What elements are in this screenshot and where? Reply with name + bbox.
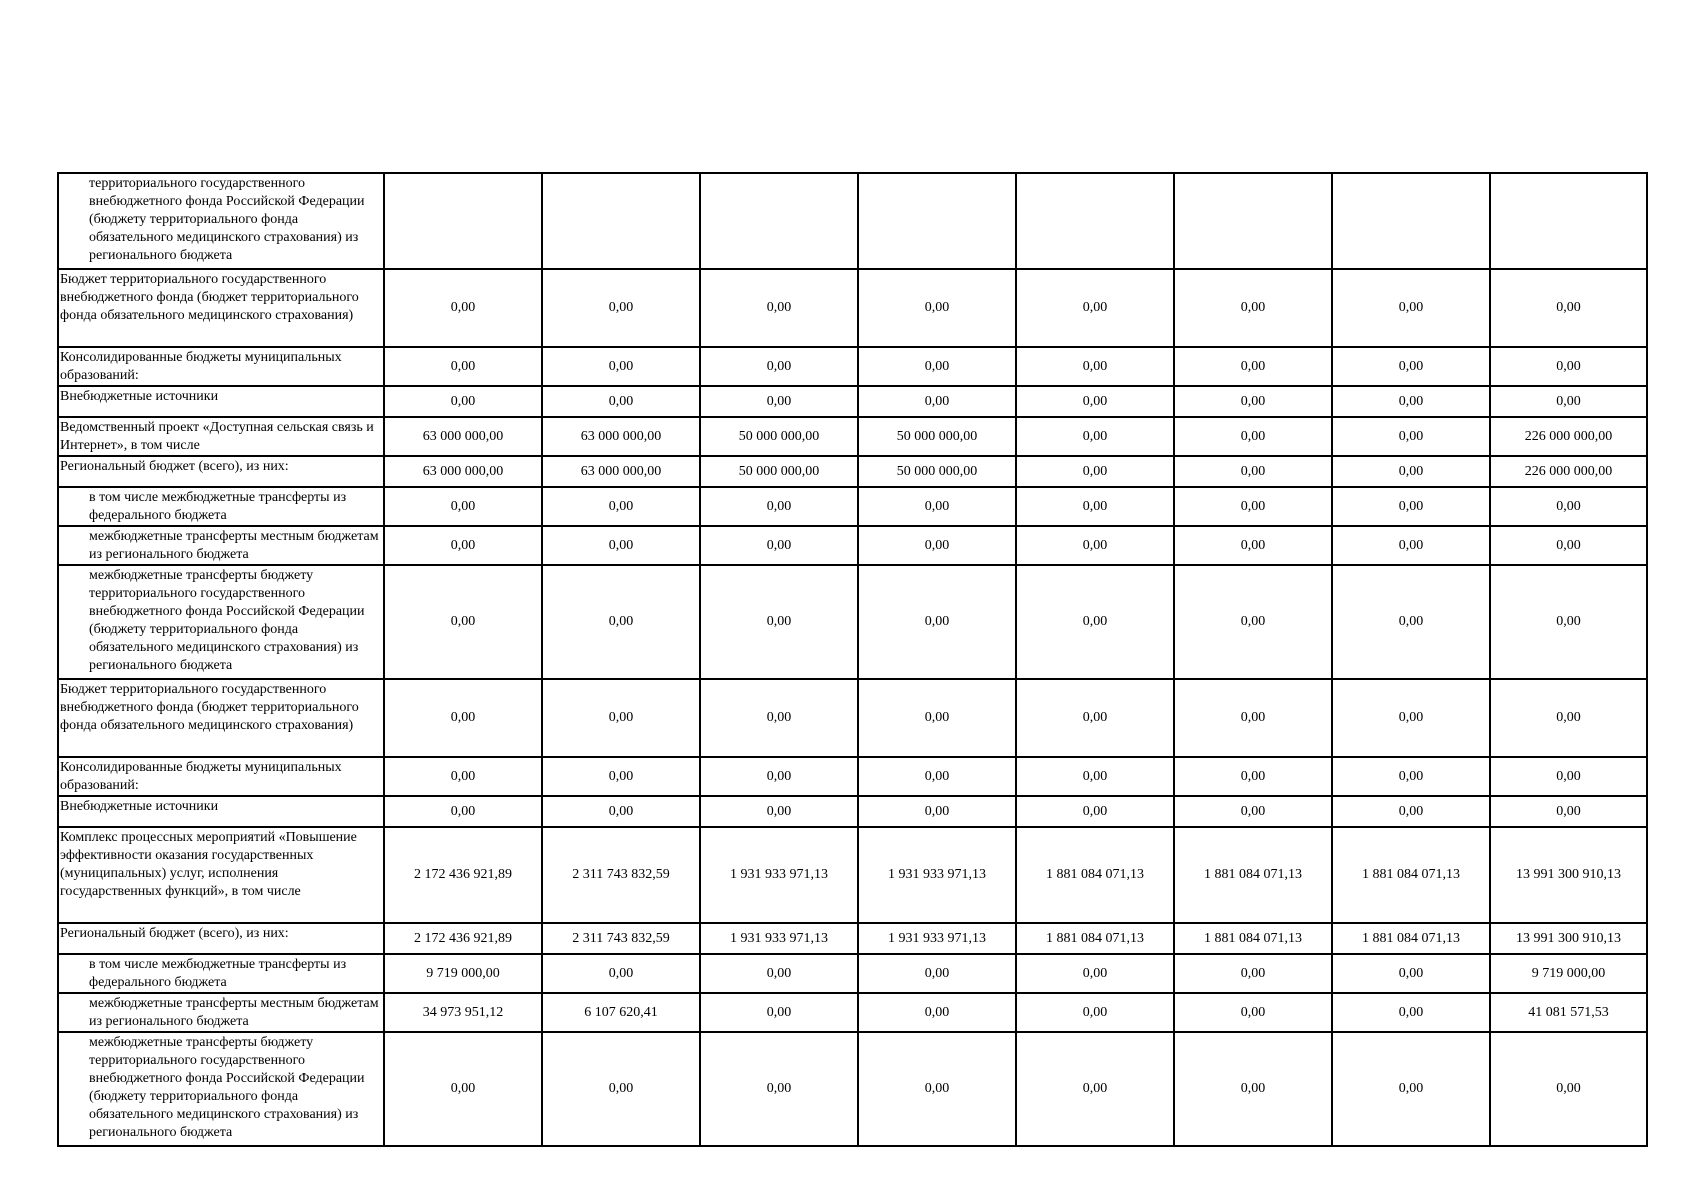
value-cell: 41 081 571,53 [1490, 993, 1647, 1032]
value-cell: 0,00 [1332, 386, 1490, 417]
row-label: Внебюджетные источники [58, 796, 384, 827]
value-cell: 2 172 436 921,89 [384, 923, 542, 954]
value-cell: 2 172 436 921,89 [384, 827, 542, 923]
value-cell: 9 719 000,00 [1490, 954, 1647, 993]
value-cell: 0,00 [858, 347, 1016, 386]
value-cell: 0,00 [700, 796, 858, 827]
table-row [58, 923, 1647, 954]
value-cell: 0,00 [1016, 993, 1174, 1032]
value-cell: 0,00 [1174, 679, 1332, 757]
value-cell [1016, 173, 1174, 269]
value-cell [542, 173, 700, 269]
value-cell: 0,00 [1174, 757, 1332, 796]
value-cell: 0,00 [384, 757, 542, 796]
value-cell: 0,00 [542, 487, 700, 526]
value-cell: 0,00 [384, 565, 542, 679]
value-cell: 0,00 [1174, 796, 1332, 827]
value-cell: 34 973 951,12 [384, 993, 542, 1032]
value-cell: 0,00 [858, 565, 1016, 679]
value-cell: 63 000 000,00 [542, 417, 700, 456]
table-row [58, 565, 1647, 679]
value-cell: 1 881 084 071,13 [1332, 827, 1490, 923]
value-cell: 0,00 [858, 993, 1016, 1032]
value-cell: 0,00 [1174, 417, 1332, 456]
value-cell: 0,00 [1332, 757, 1490, 796]
value-cell: 0,00 [1016, 487, 1174, 526]
table-row [58, 993, 1647, 1032]
value-cell: 0,00 [1490, 347, 1647, 386]
value-cell: 0,00 [1016, 347, 1174, 386]
value-cell: 0,00 [700, 993, 858, 1032]
value-cell: 1 931 933 971,13 [700, 827, 858, 923]
value-cell: 0,00 [542, 679, 700, 757]
value-cell: 0,00 [700, 487, 858, 526]
value-cell: 50 000 000,00 [858, 456, 1016, 487]
value-cell: 0,00 [1016, 565, 1174, 679]
value-cell: 1 931 933 971,13 [700, 923, 858, 954]
value-cell [1332, 173, 1490, 269]
row-label: Бюджет территориального государственного внебюджетного фонда (бюджет территориального фонда обязательного медицинского страхования) [58, 269, 384, 347]
value-cell: 50 000 000,00 [700, 417, 858, 456]
value-cell [1490, 173, 1647, 269]
value-cell: 0,00 [700, 954, 858, 993]
row-label: Консолидированные бюджеты муниципальных образований: [58, 757, 384, 796]
value-cell: 0,00 [1332, 993, 1490, 1032]
value-cell: 0,00 [1490, 1032, 1647, 1146]
row-label: Консолидированные бюджеты муниципальных образований: [58, 347, 384, 386]
value-cell: 0,00 [1174, 456, 1332, 487]
value-cell: 0,00 [384, 347, 542, 386]
value-cell: 0,00 [1332, 526, 1490, 565]
value-cell: 0,00 [384, 386, 542, 417]
value-cell: 0,00 [1016, 1032, 1174, 1146]
value-cell: 0,00 [542, 347, 700, 386]
value-cell: 0,00 [542, 1032, 700, 1146]
value-cell: 0,00 [700, 757, 858, 796]
value-cell: 0,00 [1174, 269, 1332, 347]
value-cell: 0,00 [384, 1032, 542, 1146]
value-cell: 0,00 [858, 796, 1016, 827]
value-cell [384, 173, 542, 269]
value-cell: 0,00 [1174, 526, 1332, 565]
value-cell: 0,00 [1332, 679, 1490, 757]
value-cell: 0,00 [384, 526, 542, 565]
value-cell: 0,00 [384, 679, 542, 757]
value-cell: 0,00 [1332, 417, 1490, 456]
value-cell: 0,00 [1016, 456, 1174, 487]
value-cell: 0,00 [1016, 954, 1174, 993]
value-cell: 0,00 [1174, 347, 1332, 386]
value-cell: 0,00 [858, 757, 1016, 796]
value-cell: 0,00 [1332, 269, 1490, 347]
value-cell: 0,00 [700, 526, 858, 565]
value-cell: 0,00 [858, 679, 1016, 757]
budget-table [57, 172, 1648, 1147]
table-row [58, 269, 1647, 347]
row-label: Комплекс процессных мероприятий «Повышение эффективности оказания государственных (муниципальных) услуг, исполнения государственных функций», в том числе [58, 827, 384, 923]
value-cell: 2 311 743 832,59 [542, 923, 700, 954]
row-label: межбюджетные трансферты бюджету территориального государственного внебюджетного фонда Российской Федерации (бюджету территориального фонда обязательного медицинского страхования) из регионального бюджета [58, 565, 384, 679]
value-cell: 13 991 300 910,13 [1490, 923, 1647, 954]
value-cell: 0,00 [1490, 757, 1647, 796]
value-cell: 0,00 [1174, 487, 1332, 526]
table-row [58, 347, 1647, 386]
value-cell: 0,00 [542, 386, 700, 417]
table-row [58, 954, 1647, 993]
value-cell: 2 311 743 832,59 [542, 827, 700, 923]
value-cell: 1 881 084 071,13 [1016, 923, 1174, 954]
value-cell: 0,00 [700, 386, 858, 417]
value-cell: 0,00 [1490, 269, 1647, 347]
value-cell: 0,00 [1174, 993, 1332, 1032]
table-row [58, 386, 1647, 417]
value-cell: 63 000 000,00 [384, 456, 542, 487]
value-cell: 0,00 [542, 526, 700, 565]
table-row [58, 679, 1647, 757]
row-label: Ведомственный проект «Доступная сельская связь и Интернет», в том числе [58, 417, 384, 456]
value-cell: 1 881 084 071,13 [1174, 827, 1332, 923]
value-cell: 0,00 [700, 679, 858, 757]
value-cell: 0,00 [858, 386, 1016, 417]
row-label: Внебюджетные источники [58, 386, 384, 417]
value-cell: 6 107 620,41 [542, 993, 700, 1032]
value-cell: 0,00 [1490, 796, 1647, 827]
row-label: Региональный бюджет (всего), из них: [58, 456, 384, 487]
value-cell: 0,00 [858, 1032, 1016, 1146]
table-row [58, 757, 1647, 796]
value-cell [700, 173, 858, 269]
row-label: межбюджетные трансферты бюджету территориального государственного внебюджетного фонда Российской Федерации (бюджету территориального фонда обязательного медицинского страхования) из регионального бюджета [58, 1032, 384, 1146]
value-cell: 0,00 [1332, 796, 1490, 827]
budget-table-body [58, 173, 1647, 1146]
row-label: межбюджетные трансферты местным бюджетам из регионального бюджета [58, 526, 384, 565]
table-row [58, 796, 1647, 827]
value-cell: 0,00 [542, 269, 700, 347]
value-cell: 0,00 [384, 487, 542, 526]
value-cell: 0,00 [1332, 954, 1490, 993]
value-cell: 0,00 [1174, 1032, 1332, 1146]
value-cell: 13 991 300 910,13 [1490, 827, 1647, 923]
table-row [58, 487, 1647, 526]
row-label: Региональный бюджет (всего), из них: [58, 923, 384, 954]
table-row [58, 456, 1647, 487]
value-cell: 0,00 [542, 954, 700, 993]
value-cell: 9 719 000,00 [384, 954, 542, 993]
table-row [58, 526, 1647, 565]
value-cell: 0,00 [1490, 386, 1647, 417]
value-cell: 0,00 [1016, 796, 1174, 827]
value-cell: 0,00 [700, 565, 858, 679]
value-cell: 0,00 [1016, 386, 1174, 417]
value-cell: 0,00 [542, 565, 700, 679]
value-cell: 0,00 [1016, 679, 1174, 757]
value-cell: 0,00 [542, 757, 700, 796]
value-cell: 0,00 [858, 954, 1016, 993]
table-row [58, 417, 1647, 456]
value-cell: 0,00 [1332, 565, 1490, 679]
value-cell: 0,00 [1174, 565, 1332, 679]
value-cell: 0,00 [1174, 386, 1332, 417]
value-cell: 0,00 [1016, 269, 1174, 347]
value-cell: 0,00 [1490, 487, 1647, 526]
value-cell: 0,00 [542, 796, 700, 827]
value-cell: 50 000 000,00 [700, 456, 858, 487]
value-cell: 50 000 000,00 [858, 417, 1016, 456]
value-cell: 0,00 [384, 269, 542, 347]
value-cell: 1 881 084 071,13 [1174, 923, 1332, 954]
value-cell: 0,00 [1490, 679, 1647, 757]
value-cell: 0,00 [1016, 526, 1174, 565]
value-cell: 1 881 084 071,13 [1332, 923, 1490, 954]
value-cell: 0,00 [858, 526, 1016, 565]
value-cell: 1 931 933 971,13 [858, 923, 1016, 954]
table-row [58, 173, 1647, 269]
value-cell: 226 000 000,00 [1490, 456, 1647, 487]
value-cell: 0,00 [1332, 1032, 1490, 1146]
value-cell: 0,00 [1490, 565, 1647, 679]
value-cell: 1 881 084 071,13 [1016, 827, 1174, 923]
row-label: межбюджетные трансферты местным бюджетам из регионального бюджета [58, 993, 384, 1032]
value-cell: 0,00 [1332, 487, 1490, 526]
value-cell: 63 000 000,00 [384, 417, 542, 456]
table-row [58, 1032, 1647, 1146]
value-cell: 0,00 [1332, 347, 1490, 386]
value-cell: 0,00 [700, 269, 858, 347]
value-cell: 0,00 [858, 487, 1016, 526]
value-cell: 0,00 [858, 269, 1016, 347]
value-cell: 1 931 933 971,13 [858, 827, 1016, 923]
value-cell: 0,00 [700, 1032, 858, 1146]
value-cell [1174, 173, 1332, 269]
value-cell: 0,00 [1174, 954, 1332, 993]
value-cell: 63 000 000,00 [542, 456, 700, 487]
value-cell: 0,00 [700, 347, 858, 386]
value-cell: 0,00 [1490, 526, 1647, 565]
row-label: в том числе межбюджетные трансферты из федерального бюджета [58, 487, 384, 526]
value-cell [858, 173, 1016, 269]
value-cell: 0,00 [1332, 456, 1490, 487]
value-cell: 226 000 000,00 [1490, 417, 1647, 456]
value-cell: 0,00 [1016, 417, 1174, 456]
row-label: в том числе межбюджетные трансферты из федерального бюджета [58, 954, 384, 993]
value-cell: 0,00 [384, 796, 542, 827]
row-label: Бюджет территориального государственного внебюджетного фонда (бюджет территориального фонда обязательного медицинского страхования) [58, 679, 384, 757]
table-row [58, 827, 1647, 923]
value-cell: 0,00 [1016, 757, 1174, 796]
row-label: территориального государственного внебюджетного фонда Российской Федерации (бюджету территориального фонда обязательного медицинского страхования) из регионального бюджета [58, 173, 384, 269]
